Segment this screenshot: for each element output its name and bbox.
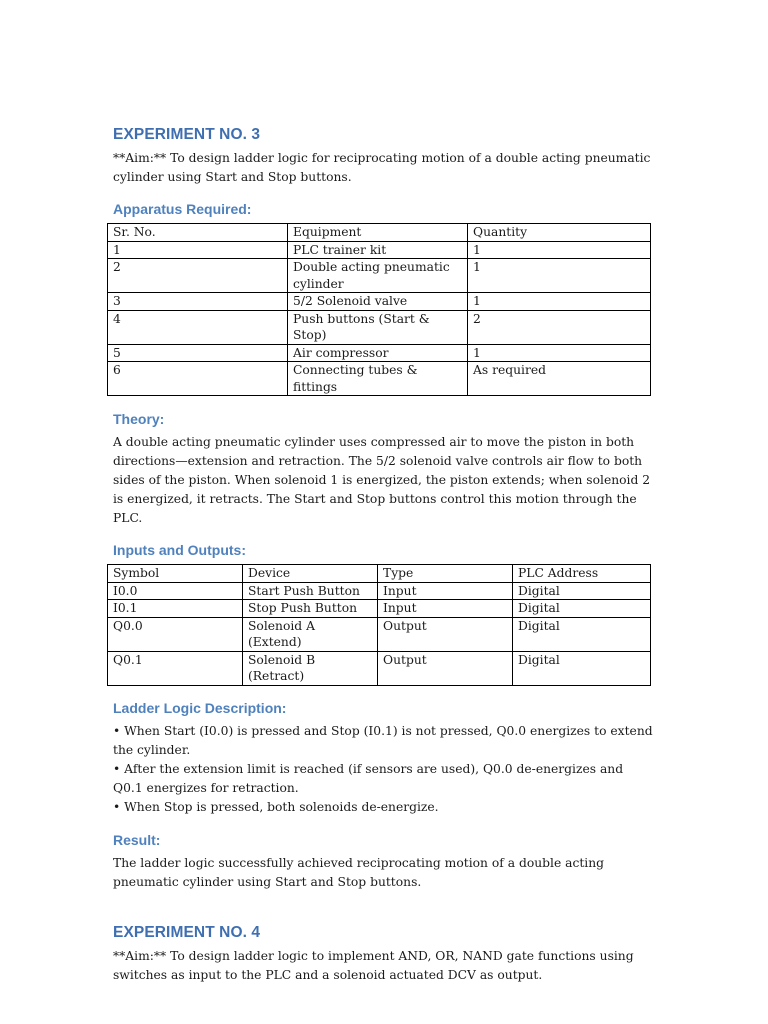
- table-row: [108, 600, 651, 618]
- table-row: [108, 582, 651, 600]
- result-heading: Result:: [113, 831, 161, 848]
- table-cell: As required: [468, 362, 651, 396]
- ladder-point: • When Start (I0.0) is pressed and Stop (I0.1) is not pressed, Q0.0 energizes to extend the cylinder.: [113, 723, 653, 757]
- table-cell: Q0.1: [108, 651, 243, 685]
- table-row: [108, 310, 651, 344]
- table-row: [108, 651, 651, 685]
- apparatus-heading: Apparatus Required:: [113, 201, 252, 217]
- table-cell: Digital: [513, 617, 651, 651]
- table-cell: Q0.0: [108, 617, 243, 651]
- table-cell: Connecting tubes & fittings: [288, 362, 468, 396]
- apparatus-table: [107, 223, 651, 396]
- table-cell: Input: [378, 582, 513, 600]
- table-row: [108, 617, 651, 651]
- table-cell: I0.0: [108, 582, 243, 600]
- table-cell: 1: [468, 259, 651, 293]
- table-cell: Push buttons (Start & Stop): [288, 310, 468, 344]
- experiment-4-title: EXPERIMENT NO. 4: [113, 923, 261, 941]
- table-cell: Double acting pneumatic cylinder: [288, 259, 468, 293]
- ladder-heading: Ladder Logic Description:: [113, 699, 287, 716]
- table-header-row: [108, 565, 651, 583]
- theory-paragraph: A double acting pneumatic cylinder uses compressed air to move the piston in both directions—extension and retraction. The 5/2 solenoid valve controls air flow to both sides of the piston. When solenoid 1 is energized, the piston extends; when solenoid 2 is energized, it retracts. The Start and Stop buttons control this motion through the PLC.: [113, 435, 651, 525]
- header-cell: Quantity: [468, 224, 651, 242]
- table-row: [108, 344, 651, 362]
- ladder-point: • After the extension limit is reached (if sensors are used), Q0.0 de-energizes and Q0.1 energizes for retraction.: [113, 761, 624, 795]
- table-cell: 6: [108, 362, 288, 396]
- table-cell: Solenoid B (Retract): [243, 651, 378, 685]
- header-cell: Sr. No.: [108, 224, 288, 242]
- table-row: [108, 293, 651, 311]
- header-cell: Type: [378, 565, 513, 583]
- header-cell: PLC Address: [513, 565, 651, 583]
- header-cell: Equipment: [288, 224, 468, 242]
- table-cell: 5: [108, 344, 288, 362]
- experiment-3-title: EXPERIMENT NO. 3: [113, 126, 261, 143]
- experiment-4-aim: **Aim:** To design ladder logic to implement AND, OR, NAND gate functions using switches as input to the PLC and a solenoid actuated DCV as output.: [113, 948, 634, 982]
- table-cell: Start Push Button: [243, 582, 378, 600]
- result-paragraph: The ladder logic successfully achieved reciprocating motion of a double acting pneumatic cylinder using Start and Stop buttons.: [113, 855, 605, 889]
- io-heading: Inputs and Outputs:: [113, 542, 246, 558]
- ladder-point: • When Stop is pressed, both solenoids de-energize.: [113, 799, 439, 814]
- table-cell: 1: [468, 293, 651, 311]
- table-row: [108, 362, 651, 396]
- table-row: [108, 241, 651, 259]
- io-table: [107, 564, 651, 686]
- table-cell: Output: [378, 651, 513, 685]
- table-cell: I0.1: [108, 600, 243, 618]
- table-cell: Digital: [513, 600, 651, 618]
- table-cell: 1: [108, 241, 288, 259]
- table-cell: 5/2 Solenoid valve: [288, 293, 468, 311]
- table-cell: 4: [108, 310, 288, 344]
- table-cell: 2: [468, 310, 651, 344]
- table-cell: Stop Push Button: [243, 600, 378, 618]
- table-cell: Input: [378, 600, 513, 618]
- table-cell: Digital: [513, 582, 651, 600]
- document-content: [113, 126, 653, 985]
- experiment-3-aim: **Aim:** To design ladder logic for reciprocating motion of a double acting pneumatic cylinder using Start and Stop buttons.: [113, 151, 651, 184]
- table-cell: Output: [378, 617, 513, 651]
- table-cell: 3: [108, 293, 288, 311]
- theory-heading: Theory:: [113, 411, 165, 427]
- table-cell: Digital: [513, 651, 651, 685]
- table-cell: PLC trainer kit: [288, 241, 468, 259]
- header-cell: Device: [243, 565, 378, 583]
- header-cell: Symbol: [108, 565, 243, 583]
- table-cell: Air compressor: [288, 344, 468, 362]
- table-header-row: [108, 224, 651, 242]
- table-cell: Solenoid A (Extend): [243, 617, 378, 651]
- table-row: [108, 259, 651, 293]
- table-cell: 1: [468, 241, 651, 259]
- table-cell: 1: [468, 344, 651, 362]
- table-cell: 2: [108, 259, 288, 293]
